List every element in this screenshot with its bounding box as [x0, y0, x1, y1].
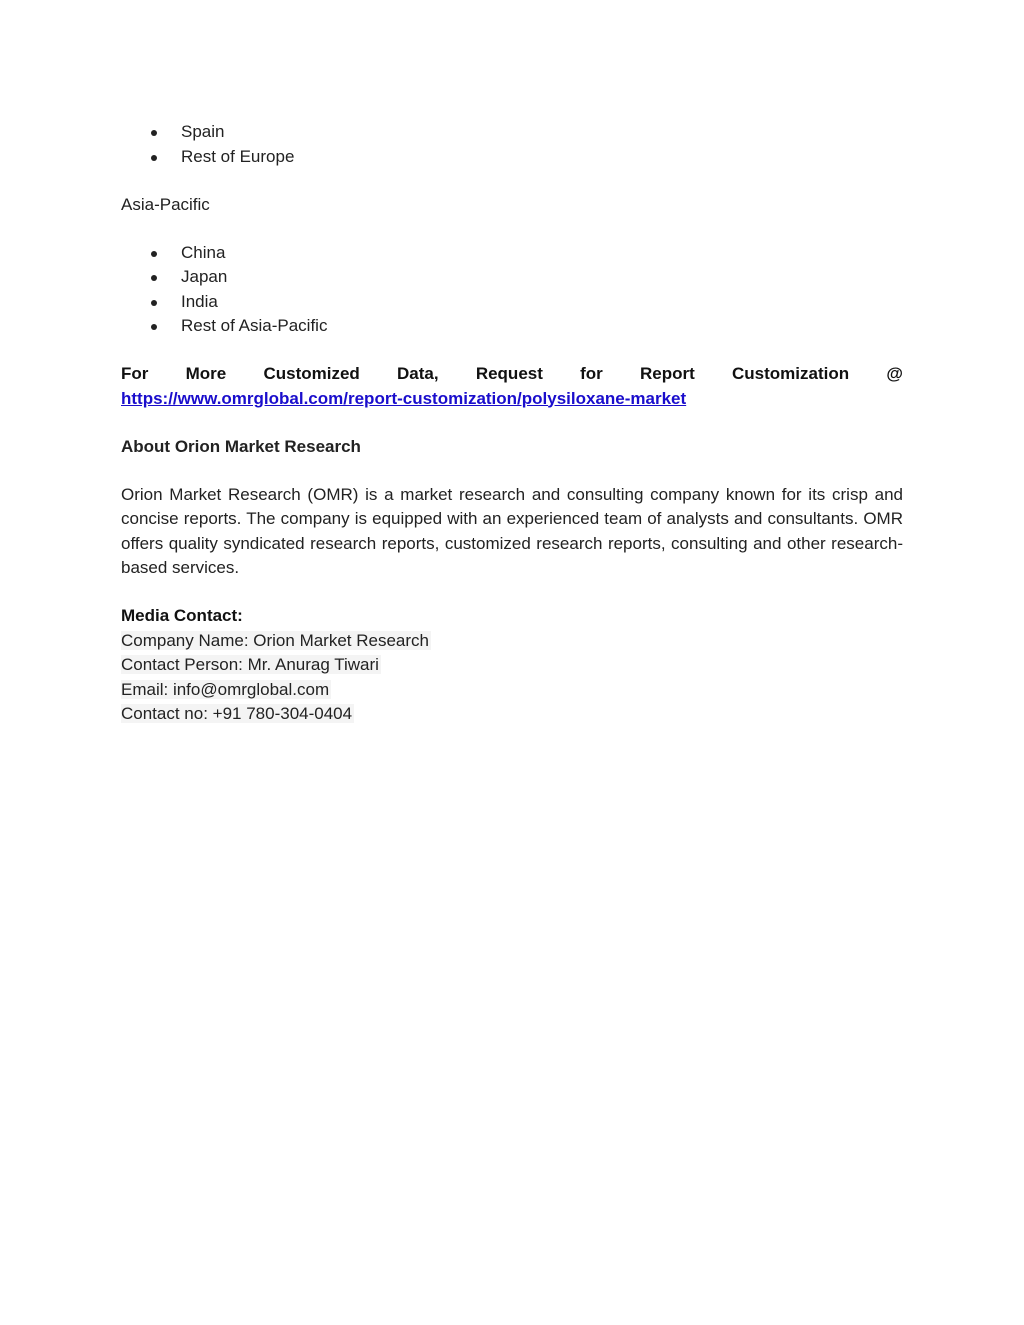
bullet-icon [151, 300, 157, 306]
cta-word: Report [640, 364, 695, 383]
country-name: India [181, 291, 218, 311]
country-name: Rest of Europe [181, 146, 295, 166]
cta-word: @ [886, 364, 903, 383]
cta-word: Customized [263, 364, 360, 383]
document-page [121, 120, 903, 727]
cta-word: for [580, 364, 603, 383]
cta-word: More [185, 364, 227, 383]
cta-word: Request [475, 364, 543, 383]
country-name: Rest of Asia-Pacific [181, 316, 328, 335]
region-heading: Asia-Pacific [121, 194, 210, 214]
contact-email: Email: info@omrglobal.com [121, 679, 330, 699]
about-heading: About Orion Market Research [121, 436, 361, 456]
bullet-icon [151, 130, 157, 136]
country-name: Spain [181, 122, 225, 141]
cta-word: Data, [397, 364, 439, 383]
media-contact-heading: Media Contact: [121, 606, 243, 625]
cta-word: Customization [732, 364, 850, 383]
contact-company-name: Company Name: Orion Market Research [121, 630, 430, 650]
list-item [121, 265, 903, 290]
europe-country-list [121, 120, 903, 169]
bullet-icon [151, 275, 157, 281]
contact-person: Contact Person: Mr. Anurag Tiwari [121, 655, 379, 674]
list-item [121, 241, 903, 266]
bullet-icon [151, 251, 157, 257]
cta-word: For [121, 364, 149, 383]
list-item [121, 120, 903, 145]
list-item [121, 314, 903, 339]
bullet-icon [151, 324, 157, 330]
media-contact-block [121, 604, 903, 727]
asia-pacific-country-list [121, 241, 903, 339]
customization-cta-text [121, 362, 903, 387]
country-name: Japan [181, 267, 228, 286]
bullet-icon [151, 155, 157, 161]
contact-phone: Contact no: +91 780-304-0404 [121, 704, 353, 723]
about-paragraph: Orion Market Research (OMR) is a market research and consulting company known for its crisp and concise reports. The company is equipped with an experienced team of analysts and consultants. OMR offers quality syndicated research reports, customized research reports, consulting and other research-based services. [121, 484, 903, 577]
list-item [121, 145, 903, 170]
report-customization-link[interactable]: https://www.omrglobal.com/report-customization/polysiloxane-market [121, 388, 687, 408]
country-name: China [181, 242, 226, 262]
list-item [121, 290, 903, 315]
